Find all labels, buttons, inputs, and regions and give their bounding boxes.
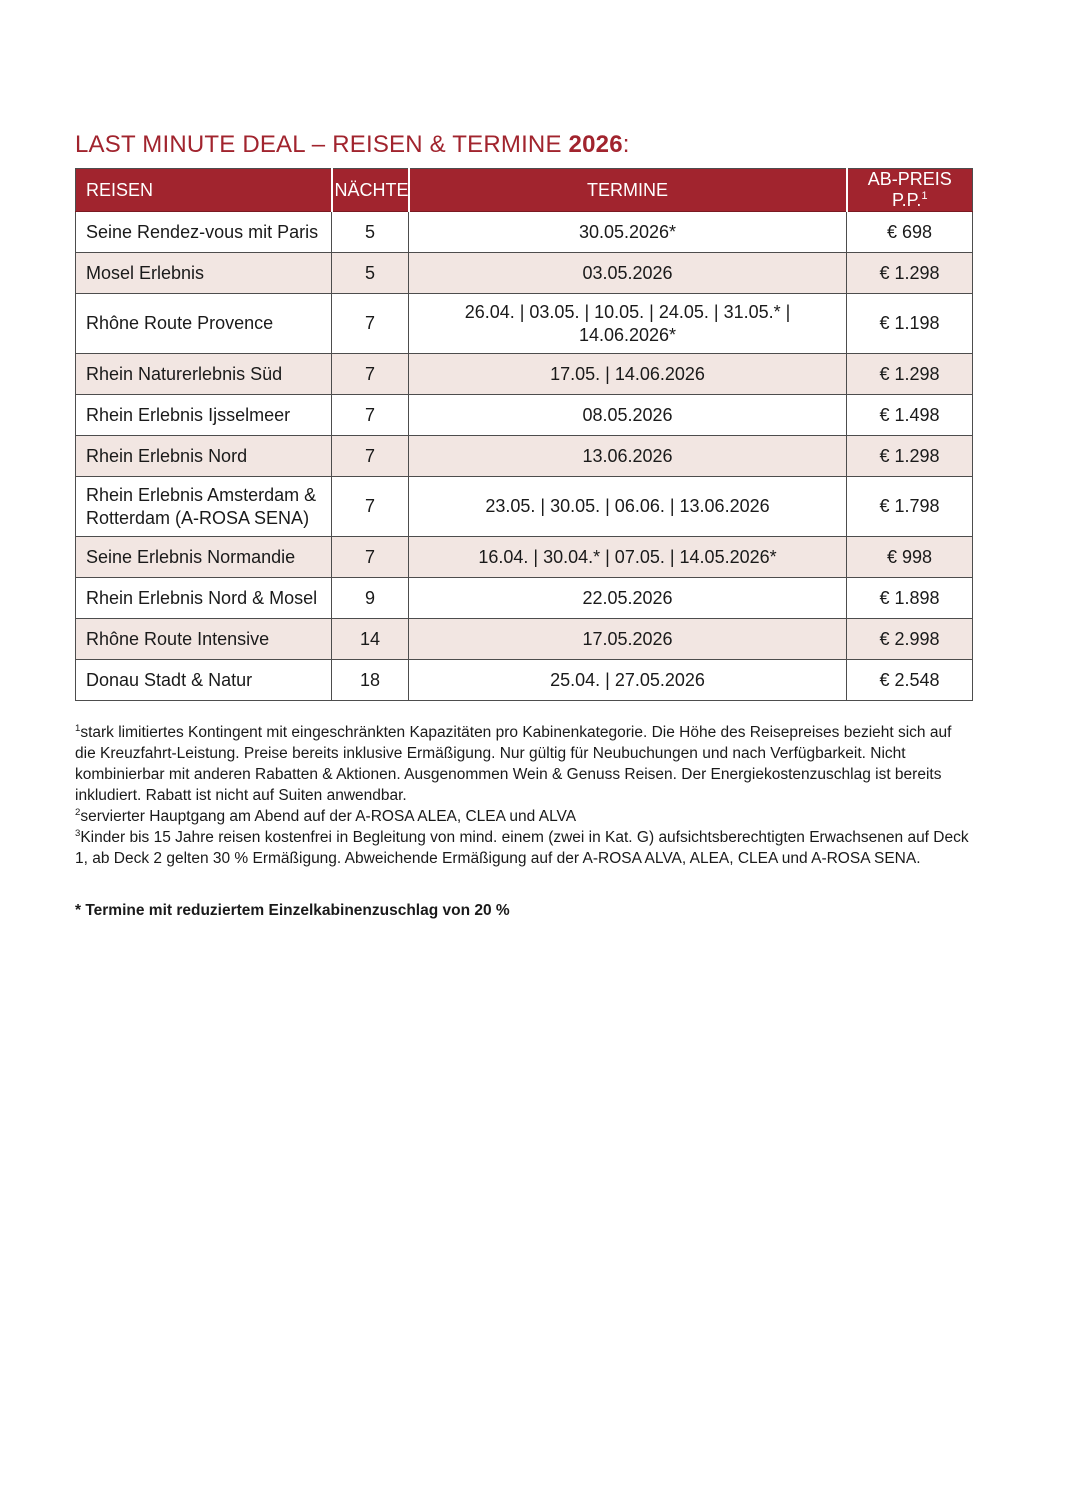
- trip-name-cell: Rhein Erlebnis Ijsselmeer: [76, 395, 332, 436]
- footnote-1-mark: 1: [75, 722, 81, 734]
- table-row: [76, 619, 973, 660]
- dates-cell: 26.04. | 03.05. | 10.05. | 24.05. | 31.05.* | 14.06.2026*: [409, 294, 847, 354]
- footnote-2-text: servierter Hauptgang am Abend auf der A-ROSA ALEA, CLEA und ALVA: [80, 808, 577, 825]
- nights-cell: 7: [332, 537, 409, 578]
- page-title-year: 2026: [568, 131, 623, 158]
- table-row: [76, 354, 973, 395]
- table-row: [76, 660, 973, 701]
- price-cell: € 698: [847, 212, 973, 253]
- deals-table: [75, 168, 973, 701]
- dates-cell: 30.05.2026*: [409, 212, 847, 253]
- price-cell: € 998: [847, 537, 973, 578]
- nights-cell: 9: [332, 578, 409, 619]
- trip-name-cell: Seine Erlebnis Normandie: [76, 537, 332, 578]
- price-cell: € 1.498: [847, 395, 973, 436]
- price-cell: € 2.998: [847, 619, 973, 660]
- price-cell: € 2.548: [847, 660, 973, 701]
- nights-cell: 5: [332, 253, 409, 294]
- footnote-3: [75, 827, 975, 869]
- trip-name-cell: Rhein Naturerlebnis Süd: [76, 354, 332, 395]
- price-cell: € 1.198: [847, 294, 973, 354]
- trip-name-cell: Rhein Erlebnis Nord: [76, 436, 332, 477]
- footnote-2: [75, 806, 975, 827]
- trip-name-cell: Rhein Erlebnis Nord & Mosel: [76, 578, 332, 619]
- trip-name-cell: Rhône Route Provence: [76, 294, 332, 354]
- table-row: [76, 578, 973, 619]
- nights-cell: 7: [332, 354, 409, 395]
- trip-name-cell: Rhône Route Intensive: [76, 619, 332, 660]
- page-title-text: LAST MINUTE DEAL – REISEN & TERMINE: [75, 131, 569, 158]
- nights-cell: 7: [332, 436, 409, 477]
- table-row: [76, 477, 973, 537]
- trip-name-cell: Mosel Erlebnis: [76, 253, 332, 294]
- header-preis-footnote-mark: 1: [921, 190, 928, 202]
- price-cell: € 1.298: [847, 436, 973, 477]
- nights-cell: 7: [332, 477, 409, 537]
- document-page: [75, 0, 975, 921]
- table-row: [76, 395, 973, 436]
- dates-cell: 08.05.2026: [409, 395, 847, 436]
- price-cell: € 1.298: [847, 253, 973, 294]
- dates-cell: 22.05.2026: [409, 578, 847, 619]
- trip-name-cell: Rhein Erlebnis Amsterdam & Rotterdam (A-ROSA SENA): [76, 477, 332, 537]
- footnote-3-mark: 3: [75, 827, 81, 839]
- price-cell: € 1.898: [847, 578, 973, 619]
- nights-cell: 18: [332, 660, 409, 701]
- nights-cell: 7: [332, 294, 409, 354]
- header-preis: [847, 169, 973, 212]
- footnote-1-text: stark limitiertes Kontingent mit eingeschränkten Kapazitäten pro Kabinenkategorie. Die Höhe des Reisepreises bezieht sich auf die Kreuzfahrt-Leistung. Preise bereits inklusive Ermäßigung. Nur gültig für Neubuchungen und nach Verfügbarkeit. Nicht kombinierbar mit anderen Rabatten & Aktionen. Ausgenommen Wein & Genuss Reisen. Der Energiekostenzuschlag ist bereits inkludiert. Rabatt ist nicht auf Suiten anwendbar.: [75, 724, 952, 804]
- nights-cell: 7: [332, 395, 409, 436]
- header-row: [76, 169, 973, 212]
- nights-cell: 5: [332, 212, 409, 253]
- footnote-1: [75, 722, 975, 806]
- header-naechte: NÄCHTE: [332, 169, 409, 212]
- table-row: [76, 253, 973, 294]
- deals-table-header: [76, 169, 973, 212]
- header-reisen: REISEN: [76, 169, 332, 212]
- header-termine: TERMINE: [409, 169, 847, 212]
- header-preis-label: AB-PREIS P.P.: [867, 169, 952, 210]
- dates-cell: 25.04. | 27.05.2026: [409, 660, 847, 701]
- dates-cell: 16.04. | 30.04.* | 07.05. | 14.05.2026*: [409, 537, 847, 578]
- price-cell: € 1.798: [847, 477, 973, 537]
- footnote-3-text: Kinder bis 15 Jahre reisen kostenfrei in Begleitung von mind. einem (zwei in Kat. G) aufsichtsberechtigten Erwachsenen auf Deck 1, ab Deck 2 gelten 30 % Ermäßigung. Abweichende Ermäßigung auf der A-ROSA ALVA, ALEA, CLEA und A-ROSA SENA.: [75, 829, 969, 867]
- table-row: [76, 436, 973, 477]
- trip-name-cell: Donau Stadt & Natur: [76, 660, 332, 701]
- table-row: [76, 212, 973, 253]
- table-row: [76, 294, 973, 354]
- table-row: [76, 537, 973, 578]
- star-note: * Termine mit reduziertem Einzelkabinenzuschlag von 20 %: [75, 902, 510, 919]
- dates-cell: 03.05.2026: [409, 253, 847, 294]
- trip-name-cell: Seine Rendez-vous mit Paris: [76, 212, 332, 253]
- price-cell: € 1.298: [847, 354, 973, 395]
- page-title: [75, 0, 975, 159]
- footnotes-block: [75, 722, 975, 869]
- dates-cell: 17.05. | 14.06.2026: [409, 354, 847, 395]
- nights-cell: 14: [332, 619, 409, 660]
- dates-cell: 23.05. | 30.05. | 06.06. | 13.06.2026: [409, 477, 847, 537]
- footnote-2-mark: 2: [75, 806, 81, 818]
- page-title-colon: :: [622, 131, 630, 158]
- dates-cell: 17.05.2026: [409, 619, 847, 660]
- dates-cell: 13.06.2026: [409, 436, 847, 477]
- deals-table-body: [76, 212, 973, 701]
